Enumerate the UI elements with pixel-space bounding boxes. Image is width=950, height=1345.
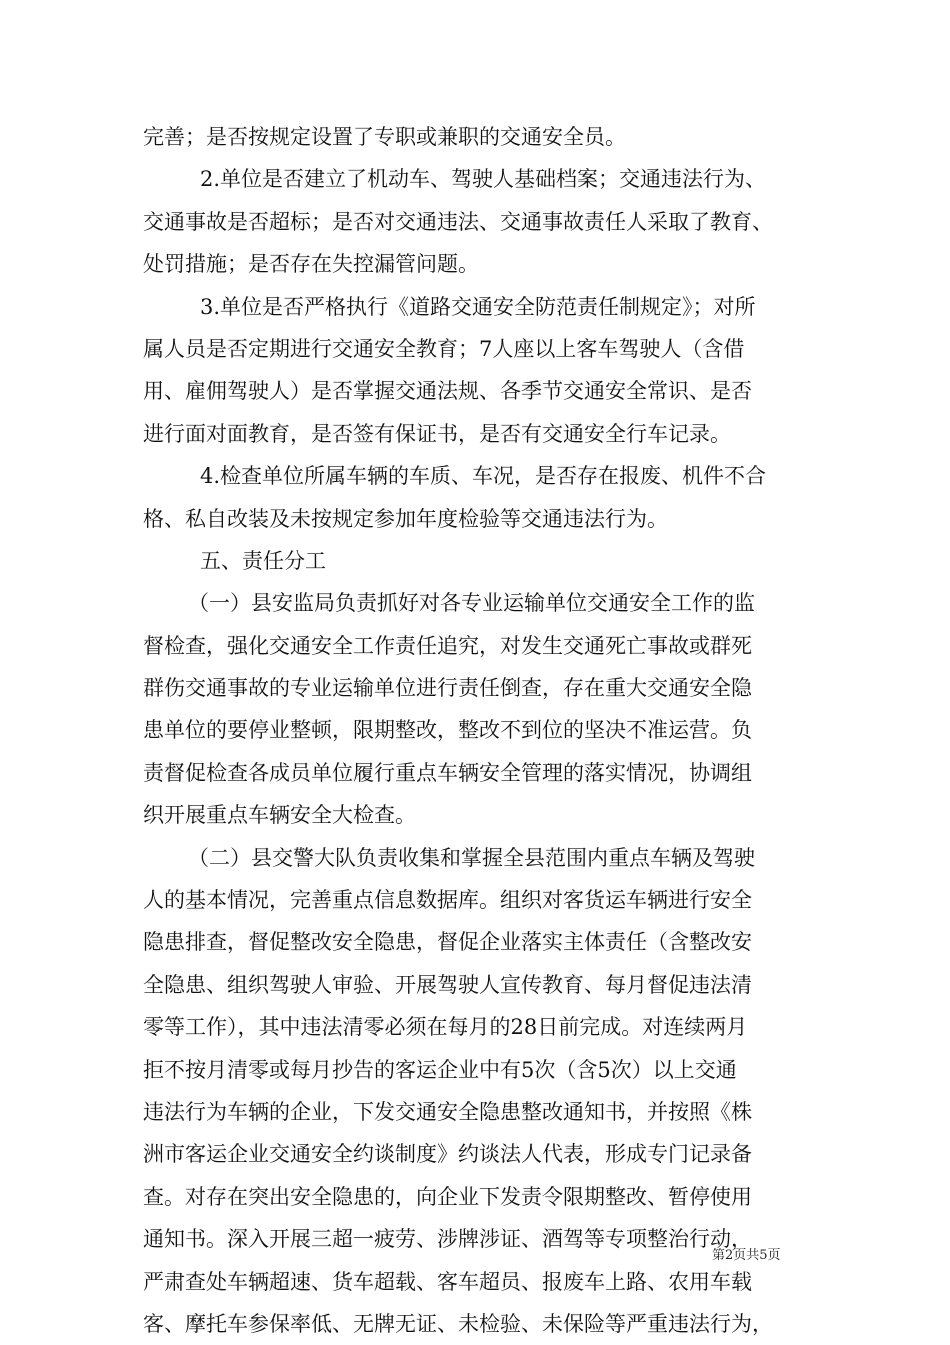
text-line: 违法行为车辆的企业，下发交通安全隐患整改通知书，并按照《株 bbox=[143, 1099, 752, 1124]
text-line: 进行面对面教育，是否签有保证书，是否有交通安全行车记录。 bbox=[143, 421, 731, 446]
text-line: 拒不按月清零或每月抄告的客运企业中有5次（含5次）以上交通 bbox=[143, 1057, 737, 1082]
text-line: 患单位的要停业整顿，限期整改，整改不到位的坚决不准运营。负 bbox=[143, 718, 752, 743]
text-line: 隐患排查，督促整改安全隐患，督促企业落实主体责任（含整改安 bbox=[143, 930, 752, 955]
page-number: 第2页共5页 bbox=[712, 1248, 781, 1263]
text-line: 人的基本情况，完善重点信息数据库。组织对客货运车辆进行安全 bbox=[143, 888, 752, 913]
text-line: 织开展重点车辆安全大检查。 bbox=[143, 803, 416, 828]
text-line: 全隐患、组织驾驶人审验、开展驾驶人宣传教育、每月督促违法清 bbox=[143, 972, 752, 997]
text-line: 处罚措施；是否存在失控漏管问题。 bbox=[143, 252, 479, 277]
text-line: 3.单位是否严格执行《道路交通安全防范责任制规定》；对所 bbox=[200, 294, 756, 319]
section-heading: 五、责任分工 bbox=[200, 548, 326, 573]
text-line: 责督促检查各成员单位履行重点车辆安全管理的落实情况，协调组 bbox=[143, 760, 752, 785]
text-line: 客、摩托车参保率低、无牌无证、未检验、未保险等严重违法行为， bbox=[143, 1311, 773, 1336]
text-line: （一）县安监局负责抓好对各专业运输单位交通安全工作的监 bbox=[188, 591, 755, 616]
text-line: 完善；是否按规定设置了专职或兼职的交通安全员。 bbox=[143, 125, 626, 149]
text-line: 2.单位是否建立了机动车、驾驶人基础档案；交通违法行为、 bbox=[200, 167, 767, 192]
text-line: 督检查，强化交通安全工作责任追究，对发生交通死亡事故或群死 bbox=[143, 633, 752, 658]
text-line: 通知书。深入开展三超一疲劳、涉牌涉证、酒驾等专项整治行动， bbox=[143, 1227, 752, 1252]
text-line: 查。对存在突出安全隐患的，向企业下发责令限期整改、暂停使用 bbox=[143, 1184, 752, 1209]
text-line: 用、雇佣驾驶人）是否掌握交通法规、各季节交通安全常识、是否 bbox=[143, 379, 752, 404]
text-line: 群伤交通事故的专业运输单位进行责任倒查，存在重大交通安全隐 bbox=[143, 676, 752, 701]
text-line: （二）县交警大队负责收集和掌握全县范围内重点车辆及驾驶 bbox=[188, 845, 755, 870]
text-line: 属人员是否定期进行交通安全教育；7人座以上客车驾驶人（含借 bbox=[143, 336, 745, 361]
text-line: 4.检查单位所属车辆的车质、车况，是否存在报废、机件不合 bbox=[200, 464, 767, 489]
text-line: 严肃查处车辆超速、货车超载、客车超员、报废车上路、农用车载 bbox=[143, 1269, 752, 1294]
text-line: 交通事故是否超标；是否对交通违法、交通事故责任人采取了教育、 bbox=[143, 209, 773, 234]
text-line: 洲市客运企业交通安全约谈制度》约谈法人代表，形成专门记录备 bbox=[143, 1142, 752, 1167]
text-line: 格、私自改装及未按规定参加年度检验等交通违法行为。 bbox=[143, 506, 668, 531]
text-line: 零等工作），其中违法清零必须在每月的28日前完成。对连续两月 bbox=[143, 1015, 748, 1040]
document-body bbox=[143, 116, 815, 1345]
